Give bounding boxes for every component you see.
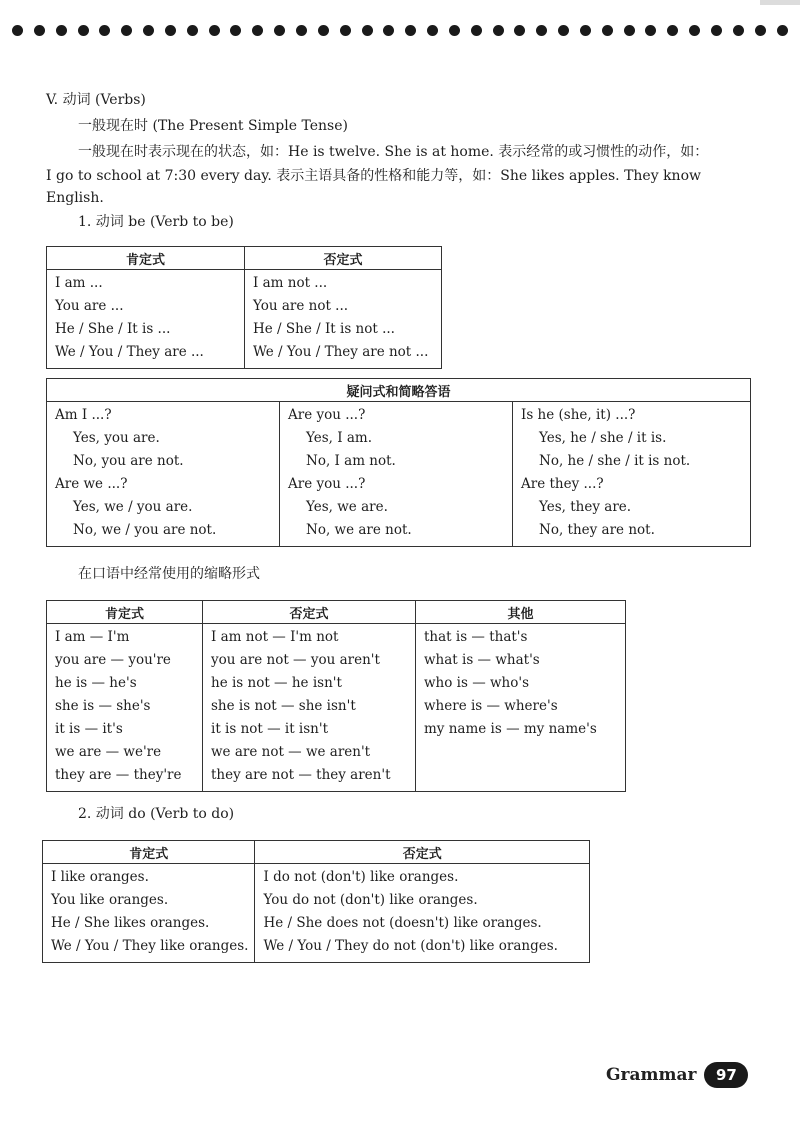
table-cell: where is — where's xyxy=(424,698,558,714)
table-header: 否定式 xyxy=(203,601,416,624)
table-cell: what is — what's xyxy=(424,652,540,668)
table-cell: he is not — he isn't xyxy=(211,675,342,691)
border-dot xyxy=(121,25,132,36)
other-contractions-column xyxy=(416,624,626,792)
table-cell: my name is — my name's xyxy=(424,721,597,737)
page-footer xyxy=(606,1062,748,1088)
table-header: 其他 xyxy=(416,601,626,624)
table-header: 否定式 xyxy=(255,841,590,864)
question-column-2 xyxy=(280,402,513,547)
table-cell: Are you ...? xyxy=(288,476,366,492)
table-cell: No, I am not. xyxy=(306,453,396,469)
border-dot xyxy=(252,25,263,36)
border-dot xyxy=(405,25,416,36)
verb-do-title: 2. 动词 do (Verb to do) xyxy=(78,806,235,822)
border-dot xyxy=(56,25,67,36)
border-dot xyxy=(645,25,656,36)
border-dot xyxy=(143,25,154,36)
table-cell: it is not — it isn't xyxy=(211,721,329,737)
question-column-1 xyxy=(47,402,280,547)
border-dot xyxy=(340,25,351,36)
table-cell: Yes, I am. xyxy=(306,430,373,446)
table-cell: they are — they're xyxy=(55,767,182,783)
table-cell: you are not — you aren't xyxy=(211,652,380,668)
table-cell: You do not (don't) like oranges. xyxy=(263,892,478,908)
border-dot xyxy=(187,25,198,36)
negative-column xyxy=(245,270,442,369)
affirmative-contractions-column xyxy=(47,624,203,792)
question-column-3 xyxy=(513,402,751,547)
table-cell: we are not — we aren't xyxy=(211,744,371,760)
verb-do-table xyxy=(42,840,590,963)
table-cell: We / You / They like oranges. xyxy=(51,938,249,954)
table-cell: You are ... xyxy=(55,298,124,314)
table-cell: No, we are not. xyxy=(306,522,412,538)
table-cell: He / She does not (doesn't) like oranges. xyxy=(263,915,542,931)
border-dot xyxy=(711,25,722,36)
table-cell: We / You / They do not (don't) like oranges. xyxy=(263,938,558,954)
affirmative-column xyxy=(47,270,245,369)
border-dot xyxy=(318,25,329,36)
intro-line-2: I go to school at 7:30 every day. 表示主语具备的性格和能力等，如：She likes apples. They know xyxy=(46,168,701,184)
corner-mark xyxy=(760,0,800,5)
border-dot xyxy=(493,25,504,36)
border-dot xyxy=(362,25,373,36)
table-cell: she is not — she isn't xyxy=(211,698,356,714)
table-cell: Is he (she, it) ...? xyxy=(521,407,636,423)
table-cell: You are not ... xyxy=(253,298,349,314)
table-cell: I am ... xyxy=(55,275,103,291)
border-dot xyxy=(580,25,591,36)
contractions-note: 在口语中经常使用的缩略形式 xyxy=(78,566,260,582)
verb-be-statement-table xyxy=(46,246,442,369)
border-dot xyxy=(536,25,547,36)
table-cell: Yes, you are. xyxy=(73,430,160,446)
table-cell: He / She / It is not ... xyxy=(253,321,395,337)
table-cell: Yes, they are. xyxy=(539,499,632,515)
border-dot xyxy=(667,25,678,36)
table-cell: Yes, he / she / it is. xyxy=(539,430,667,446)
table-cell: she is — she's xyxy=(55,698,151,714)
table-cell: he is — he's xyxy=(55,675,137,691)
border-dot xyxy=(230,25,241,36)
table-cell: who is — who's xyxy=(424,675,530,691)
negative-column xyxy=(255,864,590,963)
table-cell: He / She likes oranges. xyxy=(51,915,210,931)
table-cell: You like oranges. xyxy=(51,892,169,908)
border-dot xyxy=(733,25,744,36)
decorative-dot-border xyxy=(12,22,788,38)
table-cell: Am I ...? xyxy=(55,407,112,423)
table-cell: No, he / she / it is not. xyxy=(539,453,691,469)
border-dot xyxy=(34,25,45,36)
intro-line-3: English. xyxy=(46,190,104,206)
table-header: 肯定式 xyxy=(47,247,245,270)
table-header: 疑问式和简略答语 xyxy=(47,379,751,402)
border-dot xyxy=(624,25,635,36)
border-dot xyxy=(558,25,569,36)
table-cell: I do not (don't) like oranges. xyxy=(263,869,459,885)
table-cell: I like oranges. xyxy=(51,869,149,885)
table-cell: I am not — I'm not xyxy=(211,629,339,645)
affirmative-column xyxy=(43,864,255,963)
table-cell: that is — that's xyxy=(424,629,528,645)
negative-contractions-column xyxy=(203,624,416,792)
verb-be-title: 1. 动词 be (Verb to be) xyxy=(78,214,234,230)
border-dot xyxy=(427,25,438,36)
page-number-badge: 97 xyxy=(704,1062,748,1088)
table-cell: No, they are not. xyxy=(539,522,655,538)
table-header: 否定式 xyxy=(245,247,442,270)
border-dot xyxy=(274,25,285,36)
table-cell: Are you ...? xyxy=(288,407,366,423)
tense-subheading: 一般现在时 (The Present Simple Tense) xyxy=(78,118,348,134)
section-heading: V. 动词 (Verbs) xyxy=(46,92,146,108)
table-cell: we are — we're xyxy=(55,744,162,760)
border-dot xyxy=(296,25,307,36)
table-cell: they are not — they aren't xyxy=(211,767,391,783)
border-dot xyxy=(383,25,394,36)
border-dot xyxy=(777,25,788,36)
border-dot xyxy=(449,25,460,36)
border-dot xyxy=(209,25,220,36)
contractions-table xyxy=(46,600,626,792)
table-cell: it is — it's xyxy=(55,721,123,737)
table-cell: No, you are not. xyxy=(73,453,184,469)
border-dot xyxy=(602,25,613,36)
verb-be-question-table xyxy=(46,378,751,547)
border-dot xyxy=(755,25,766,36)
border-dot xyxy=(165,25,176,36)
border-dot xyxy=(99,25,110,36)
intro-line-1: 一般现在时表示现在的状态，如：He is twelve. She is at home. 表示经常的或习惯性的动作，如： xyxy=(78,144,709,160)
border-dot xyxy=(689,25,700,36)
table-cell: you are — you're xyxy=(55,652,171,668)
table-cell: Are they ...? xyxy=(521,476,604,492)
border-dot xyxy=(12,25,23,36)
border-dot xyxy=(514,25,525,36)
table-cell: No, we / you are not. xyxy=(73,522,217,538)
table-cell: Yes, we are. xyxy=(306,499,388,515)
border-dot xyxy=(471,25,482,36)
border-dot xyxy=(78,25,89,36)
table-cell: He / She / It is ... xyxy=(55,321,171,337)
footer-label: Grammar xyxy=(606,1065,697,1085)
table-cell: Are we ...? xyxy=(55,476,128,492)
table-cell: I am — I'm xyxy=(55,629,130,645)
table-header: 肯定式 xyxy=(47,601,203,624)
table-header: 肯定式 xyxy=(43,841,255,864)
table-cell: We / You / They are not ... xyxy=(253,344,429,360)
table-cell: Yes, we / you are. xyxy=(73,499,193,515)
table-cell: We / You / They are ... xyxy=(55,344,204,360)
table-cell: I am not ... xyxy=(253,275,328,291)
